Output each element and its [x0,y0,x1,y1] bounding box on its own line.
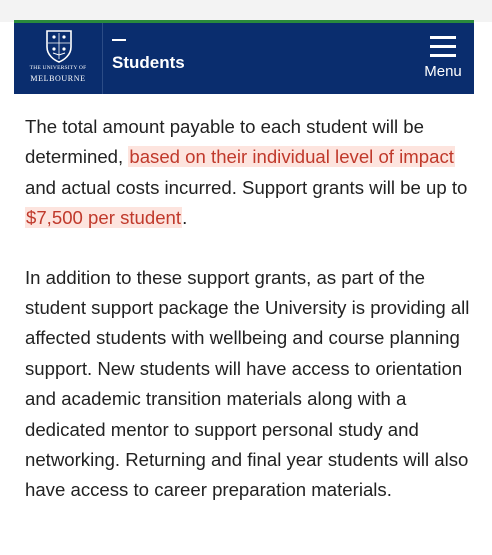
university-crest-icon [44,29,74,63]
logo-line-1: THE UNIVERSITY OF [29,65,87,71]
page-title[interactable]: Students [112,53,185,72]
menu-label: Menu [424,63,462,80]
paragraph-support: In addition to these support grants, as part of the student support package the University is providing all affected students with wellbeing and course planning support. New students will have access to orientation and academic transition materials along with a dedicated mentor to support personal study and networking. Returning and final year students will also have access to career preparation materials. [25,266,470,501]
status-bar [0,0,492,22]
nav-dash [112,39,126,41]
paragraph-grants [25,112,473,234]
hamburger-menu-icon [430,36,456,58]
highlight-impact: based on their individual level of impact [129,146,454,168]
logo-line-2: MELBOURNE [30,74,86,83]
university-logo[interactable] [14,23,103,94]
menu-button[interactable] [412,23,474,94]
site-header [14,23,474,94]
highlight-amount: $7,500 per student [26,207,182,229]
text-segment: and actual costs incurred. Support grants will be up to [25,176,468,198]
text-segment: . [182,207,188,229]
article-body [25,112,473,506]
text-segment: The total amount payable to each student will be determined, [25,116,424,168]
